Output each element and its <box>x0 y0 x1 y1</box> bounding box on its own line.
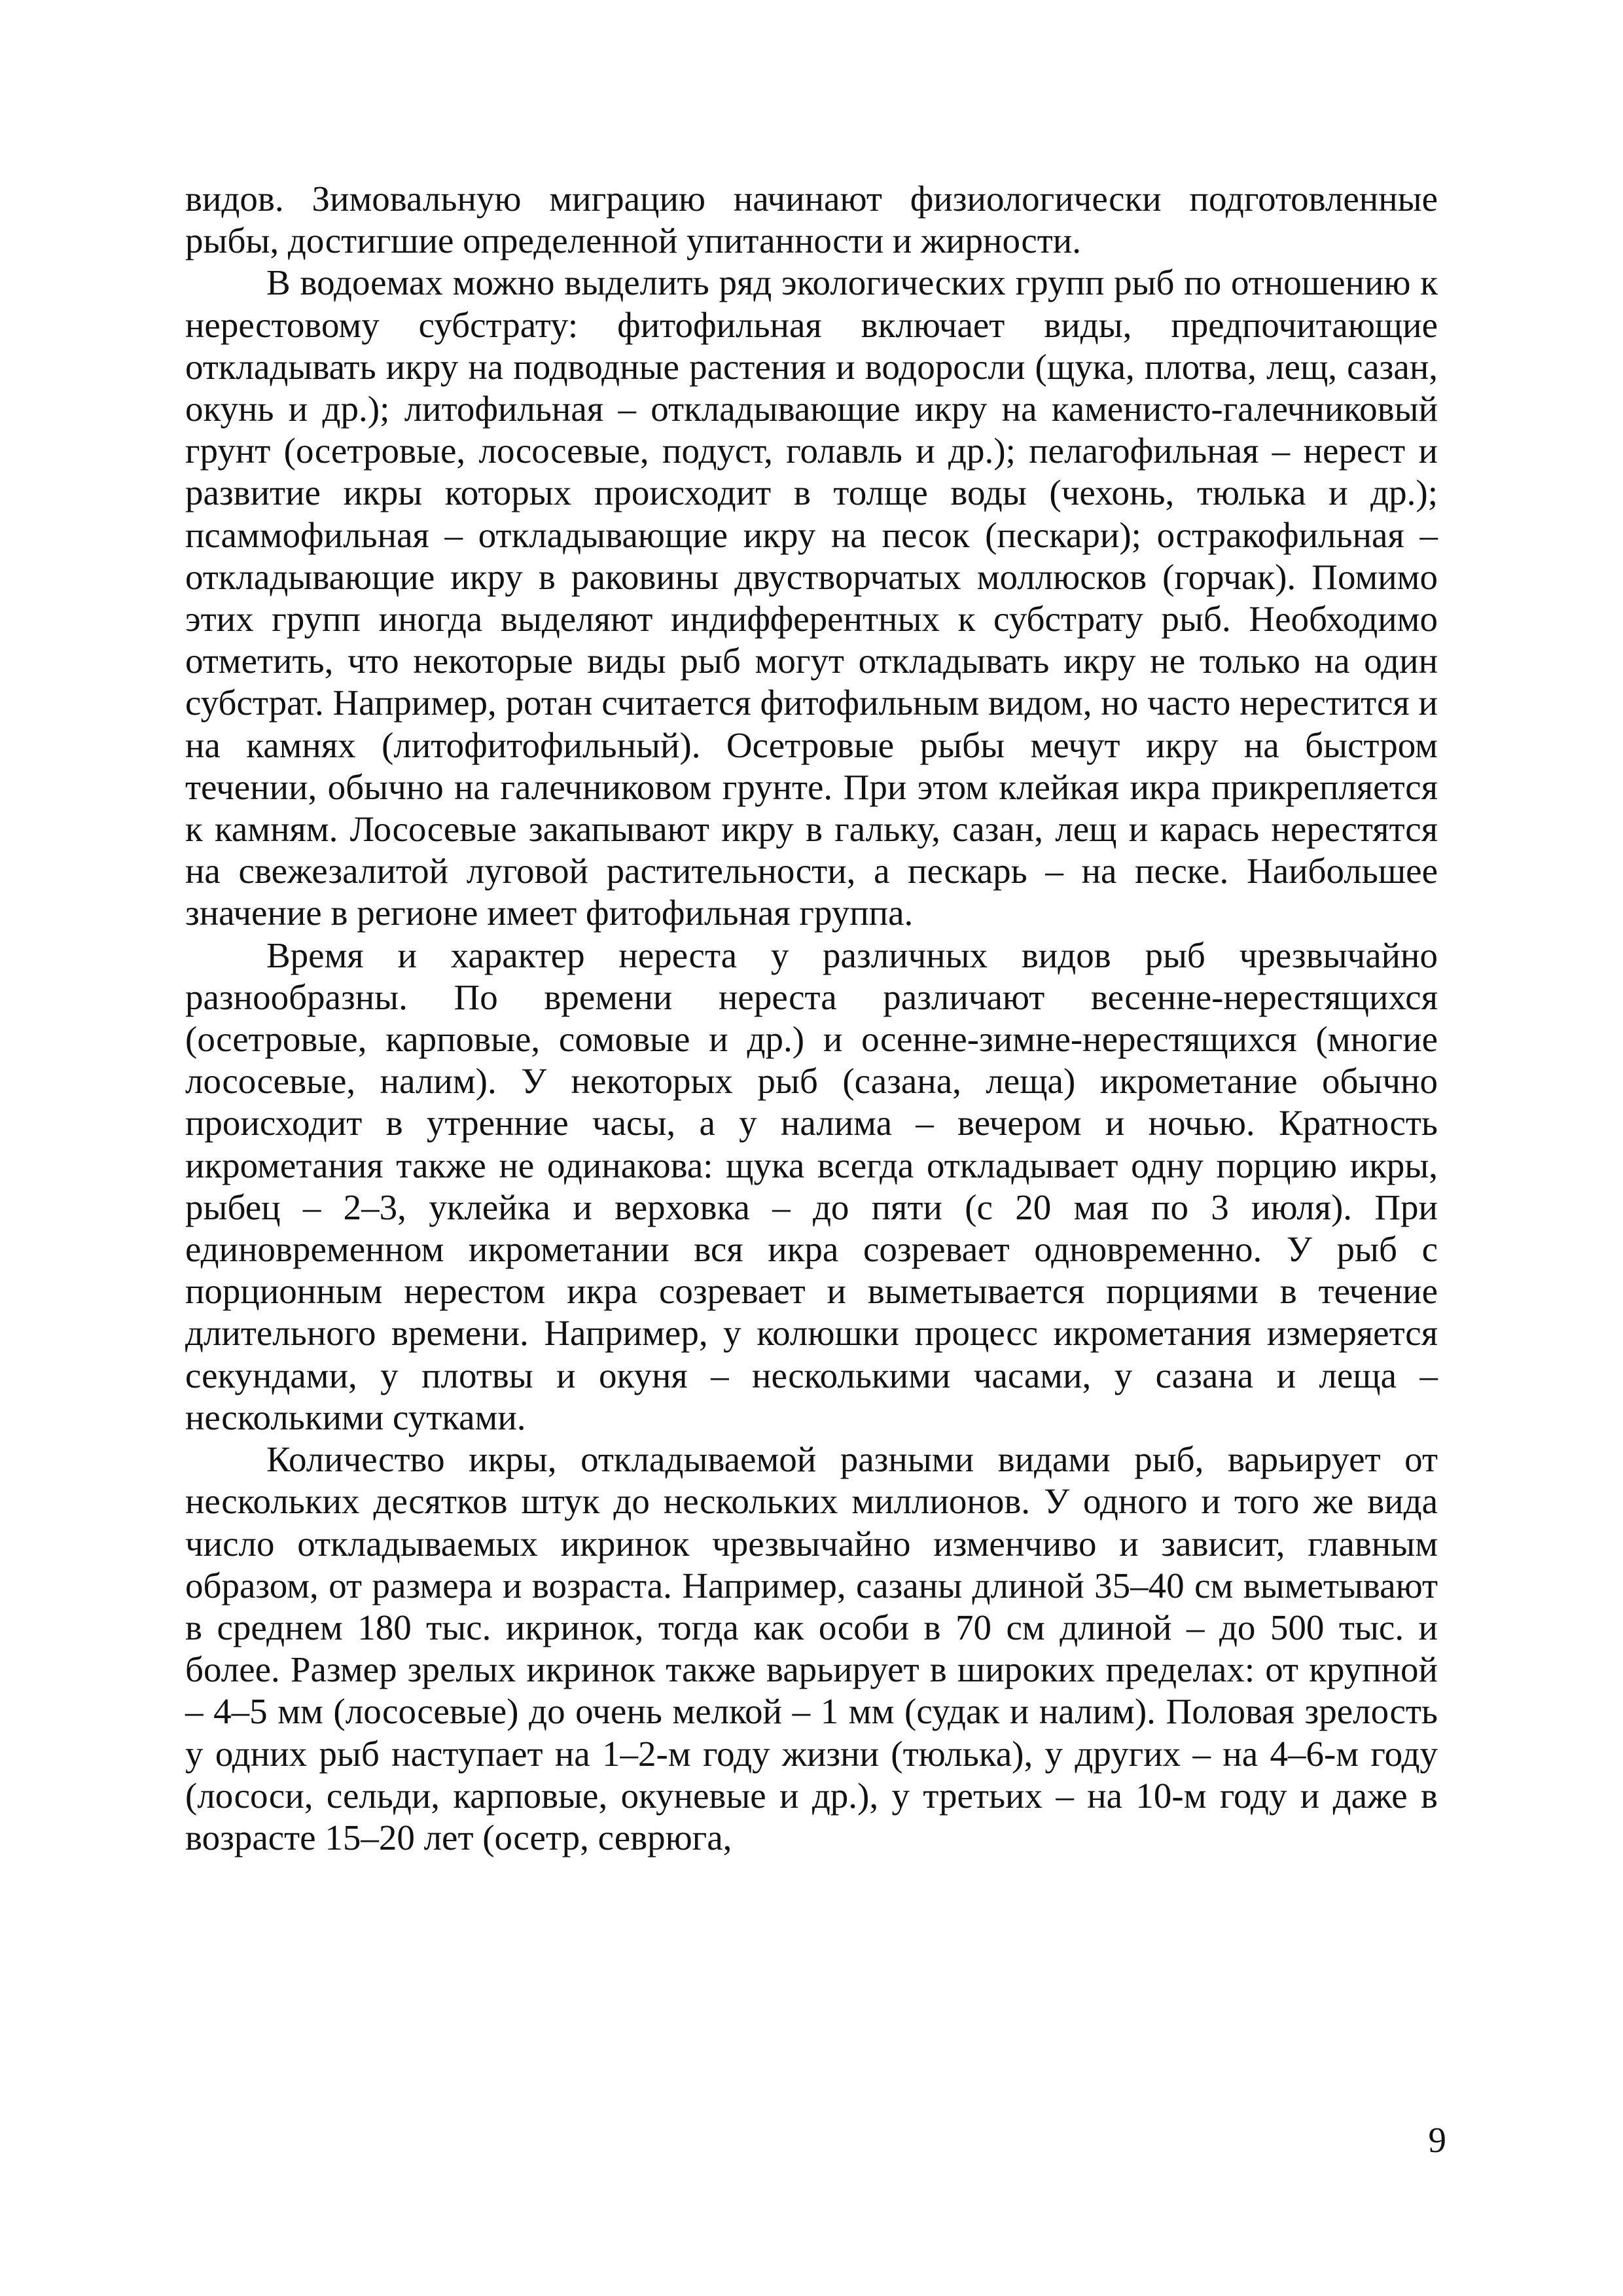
paragraph-winter-migration: видов. Зимовальную миграцию начинают физиологически подготовленные рыбы, достигшие определенной упитанности и жирности. <box>185 179 1438 261</box>
document-body <box>185 178 1438 1859</box>
paragraph-spawning-time: Время и характер нереста у различных видов рыб чрезвычайно разнообразны. По времени нереста различают весенне-нерестящихся (осетровые, карповые, сомовые и др.) и осенне-зимне-нерестящихся (многие лососевые, налим). У некоторых рыб (сазана, леща) икрометание обычно происходит в утренние часы, а у налима – вечером и ночью. Кратность икрометания также не одинакова: щука всегда откладывает одну порцию икры, рыбец – 2–3, уклейка и верховка – до пяти (с 20 мая по 3 июля). При единовременном икрометании вся икра созревает одновременно. У рыб с порционным нерестом икра созревает и выметывается порциями в течение длительного времени. Например, у колюшки процесс икрометания измеряется секундами, у плотвы и окуня – несколькими часами, у сазана и леща – несколькими сутками. <box>185 935 1438 1437</box>
page-number: 9 <box>1428 2120 1446 2160</box>
paragraph-spawning-substrate-groups: В водоемах можно выделить ряд экологических групп рыб по отношению к нерестовому субстрату: фитофильная включает виды, предпочитающие откладывать икру на подводные растения и водоросли (щука, плотва, лещ, сазан, окунь и др.); литофильная – откладывающие икру на каменисто-галечниковый грунт (осетровые, лососевые, подуст, голавль и др.); пелагофильная – нерест и развитие икры которых происходит в толще воды (чехонь, тюлька и др.); псаммофильная – откладывающие икру на песок (пескари); остракофильная – откладывающие икру в раковины двустворчатых моллюсков (горчак). Помимо этих групп иногда выделяют индифферентных к субстрату рыб. Необходимо отметить, что некоторые виды рыб могут откладывать икру не только на один субстрат. Например, ротан считается фитофильным видом, но часто нерестится и на камнях (литофитофильный). Осетровые рыбы мечут икру на быстром течении, обычно на галечниковом грунте. При этом клейкая икра прикрепляется к камням. Лососевые закапывают икру в гальку, сазан, лещ и карась нерестятся на свежезалитой луговой растительности, а пескарь – на песке. Наибольшее значение в регионе имеет фитофильная группа. <box>185 262 1438 933</box>
paragraph-egg-quantity: Количество икры, откладываемой разными видами рыб, варьирует от нескольких десятков штук до нескольких миллионов. У одного и того же вида число откладываемых икринок чрезвычайно изменчиво и зависит, главным образом, от размера и возраста. Например, сазаны длиной 35–40 см выметывают в среднем 180 тыс. икринок, тогда как особи в 70 см длиной – до 500 тыс. и более. Размер зрелых икринок также варьирует в широких пределах: от крупной – 4–5 мм (лососевые) до очень мелкой – 1 мм (судак и налим). Половая зрелость у одних рыб наступает на 1–2-м году жизни (тюлька), у других – на 4–6-м году (лососи, сельди, карповые, окуневые и др.), у третьих – на 10-м году и даже в возрасте 15–20 лет (осетр, севрюга, <box>185 1439 1438 1857</box>
